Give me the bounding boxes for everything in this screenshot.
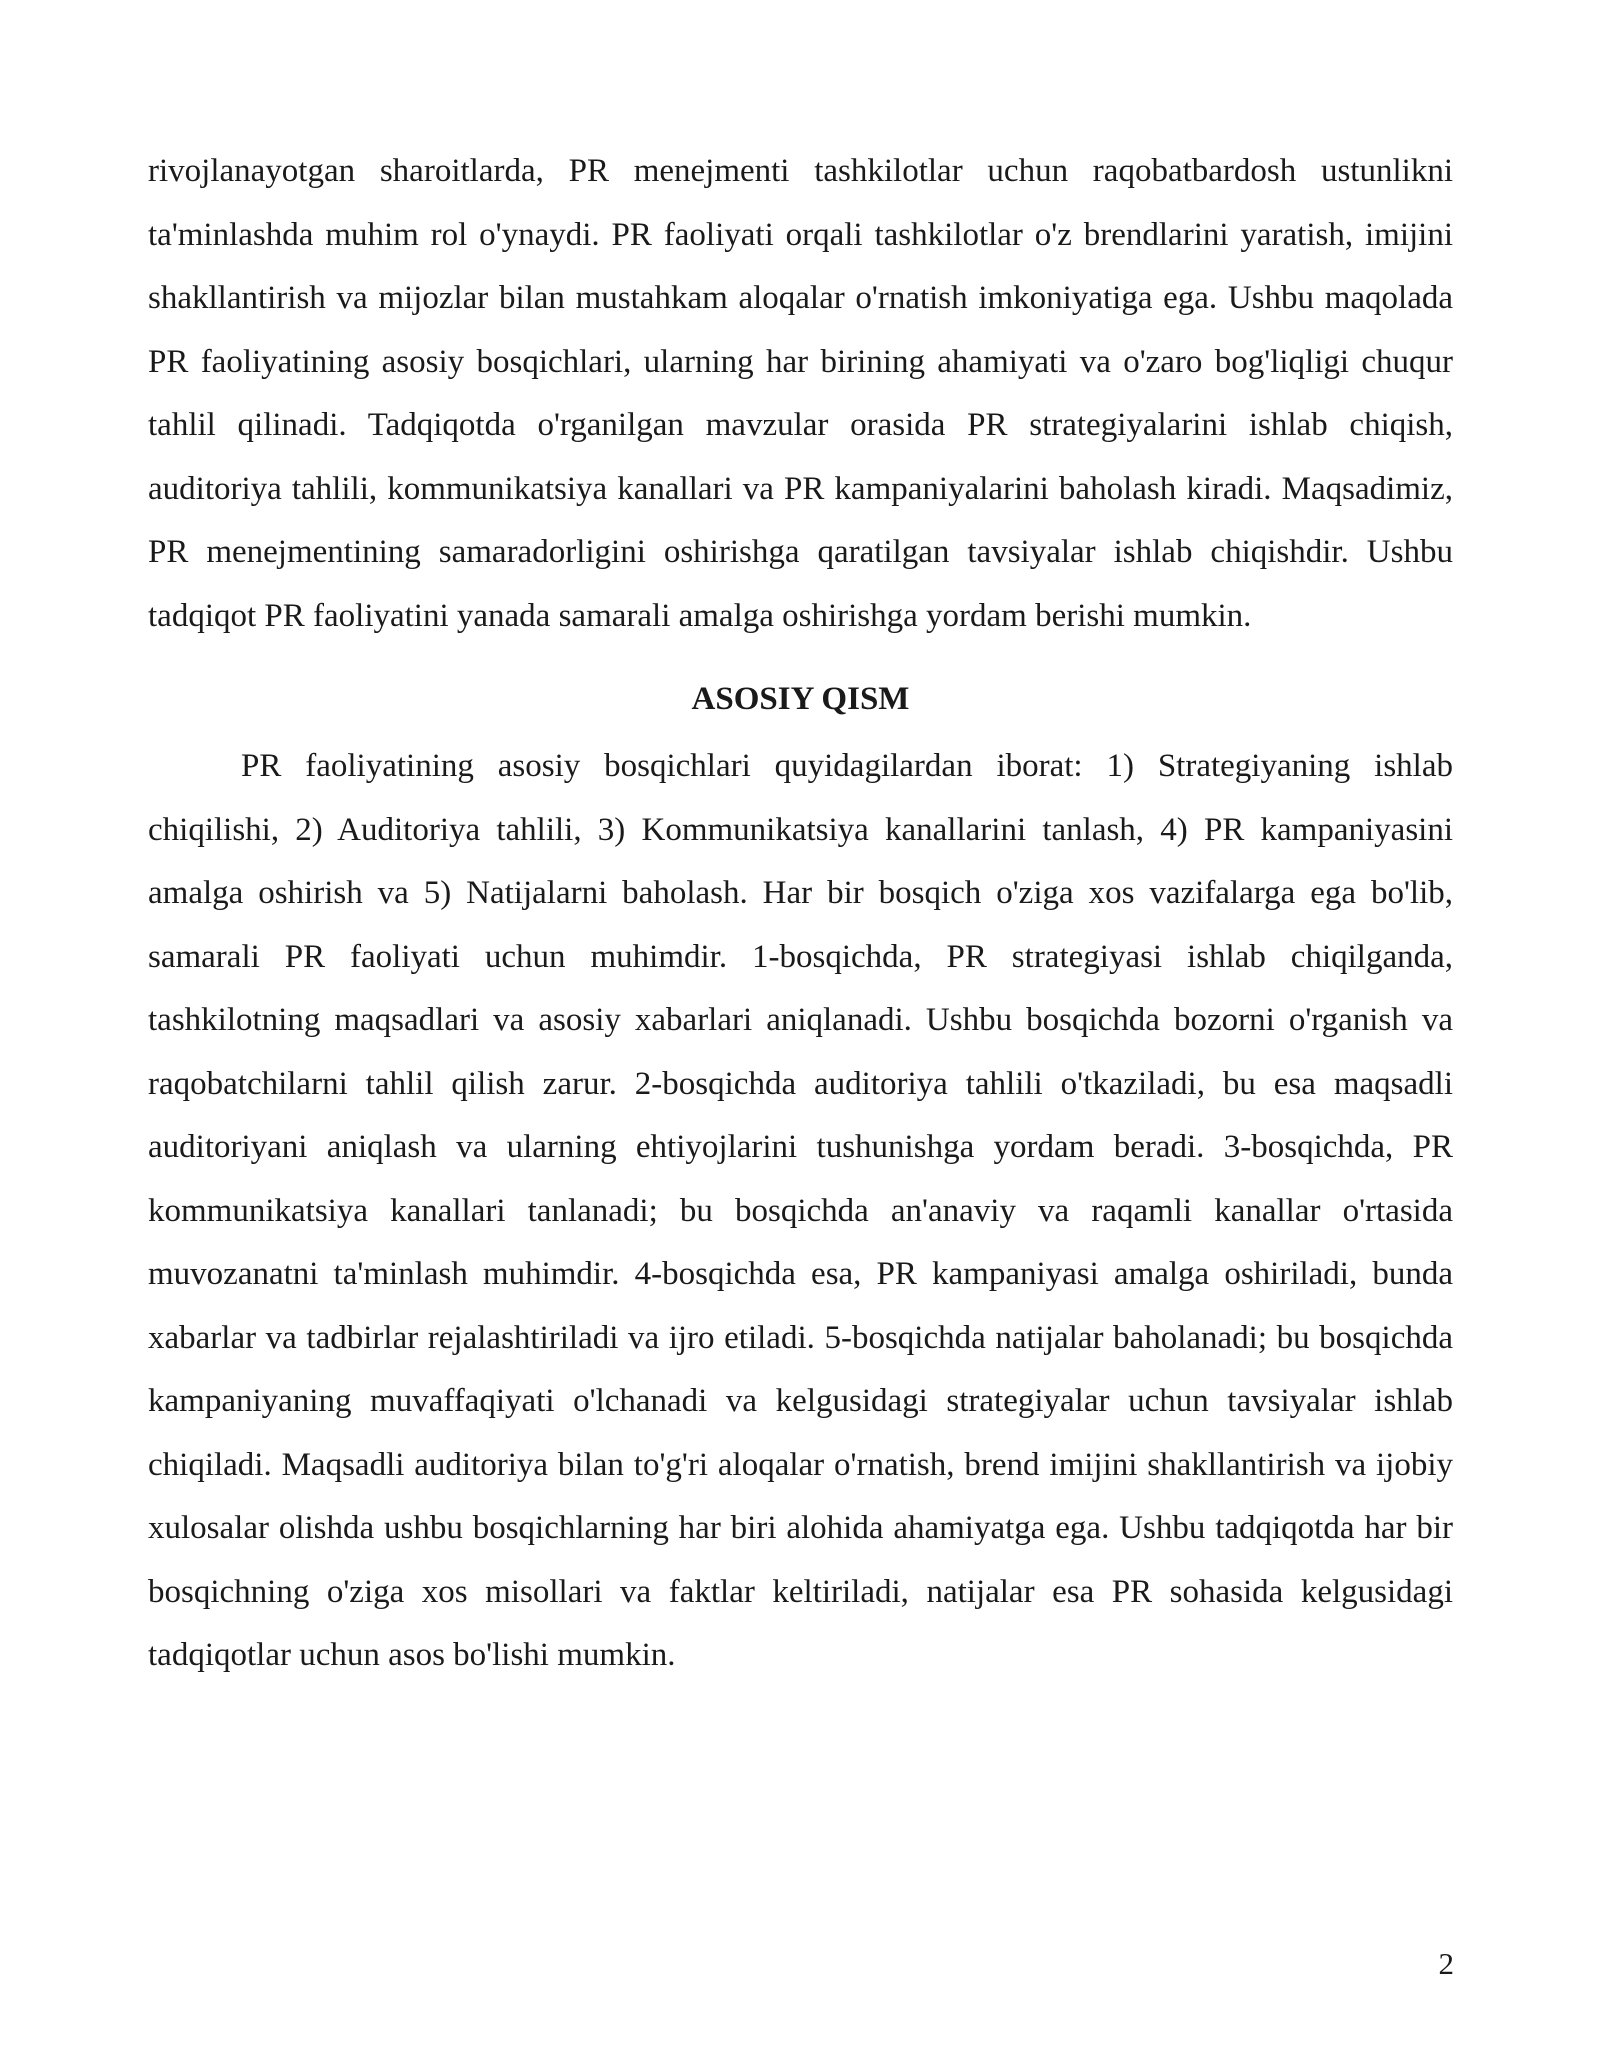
intro-paragraph-continuation: rivojlanayotgan sharoitlarda, PR menejmenti tashkilotlar uchun raqobatbardosh ustunlikni ta'minlashda muhim rol o'ynaydi. PR faoliyati orqali tashkilotlar o'z brendlarini yaratish, imijini shakllantirish va mijozlar bilan mustahkam aloqalar o'rnatish imkoniyatiga ega. Ushbu maqolada PR faoliyatining asosiy bosqichlari, ularning har birining ahamiyati va o'zaro bog'liqligi chuqur tahlil qilinadi. Tadqiqotda o'rganilgan mavzular orasida PR strategiyalarini ishlab chiqish, auditoriya tahlili, kommunikatsiya kanallari va PR kampaniyalarini baholash kiradi. Maqsadimiz, PR menejmentining samaradorligini oshirishga qaratilgan tavsiyalar ishlab chiqishdir. Ushbu tadqiqot PR faoliyatini yanada samarali amalga oshirishga yordam berishi mumkin. xyxy=(148,153,1453,634)
main-section-paragraph: PR faoliyatining asosiy bosqichlari quyidagilardan iborat: 1) Strategiyaning ishlab chiqilishi, 2) Auditoriya tahlili, 3) Kommunikatsiya kanallarini tanlash, 4) PR kampaniyasini amalga oshirish va 5) Natijalarni baholash. Har bir bosqich o'ziga xos vazifalarga ega bo'lib, samarali PR faoliyati uchun muhimdir. 1-bosqichda, PR strategiyasi ishlab chiqilganda, tashkilotning maqsadlari va asosiy xabarlari aniqlanadi. Ushbu bosqichda bozorni o'rganish va raqobatchilarni tahlil qilish zarur. 2-bosqichda auditoriya tahlili o'tkaziladi, bu esa maqsadli auditoriyani aniqlash va ularning ehtiyojlarini tushunishga yordam beradi. 3-bosqichda, PR kommunikatsiya kanallari tanlanadi; bu bosqichda an'anaviy va raqamli kanallar o'rtasida muvozanatni ta'minlash muhimdir. 4-bosqichda esa, PR kampaniyasi amalga oshiriladi, bunda xabarlar va tadbirlar rejalashtiriladi va ijro etiladi. 5-bosqichda natijalar baholanadi; bu bosqichda kampaniyaning muvaffaqiyati o'lchanadi va kelgusidagi strategiyalar uchun tavsiyalar ishlab chiqiladi. Maqsadli auditoriya bilan to'g'ri aloqalar o'rnatish, brend imijini shakllantirish va ijobiy xulosalar olishda ushbu bosqichlarning har biri alohida ahamiyatga ega. Ushbu tadqiqotda har bir bosqichning o'ziga xos misollari va faktlar keltiriladi, natijalar esa PR sohasida kelgusidagi tadqiqotlar uchun asos bo'lishi mumkin. xyxy=(148,748,1453,1673)
section-heading: ASOSIY QISM xyxy=(691,681,910,717)
page-number: 2 xyxy=(1438,1946,1454,1981)
page-content xyxy=(148,140,1453,1688)
